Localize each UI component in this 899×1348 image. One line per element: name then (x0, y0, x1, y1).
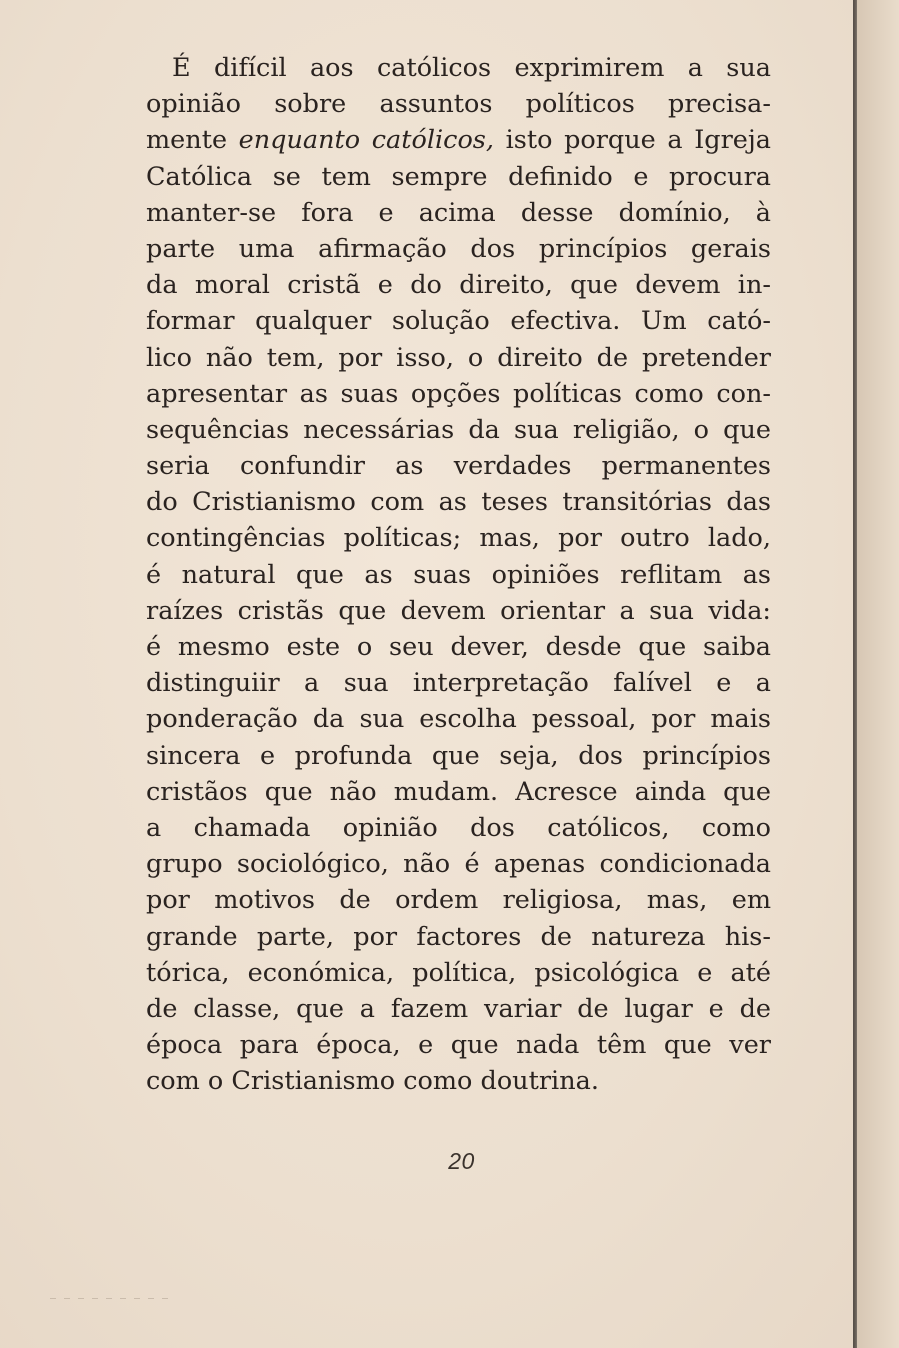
text-line: com o Cristianismo como doutrina. (146, 1066, 599, 1097)
italic-emphasis: enquanto católicos, (238, 125, 494, 156)
text-line: é mesmo este o seu dever, desde que saiba (146, 632, 771, 662)
text-line: ponderação da sua escolha pessoal, por mais (146, 704, 771, 735)
text-line: Católica se tem sempre definido e procura (146, 161, 771, 192)
text-line: da moral cristã e do direito, que devem in- (146, 270, 771, 301)
text-line: distinguiir a sua interpretação falível e a (146, 668, 771, 699)
text-line: É difícil aos católicos exprimirem a sua (172, 53, 771, 83)
body-text (146, 50, 771, 1099)
text-line: época para época, e que nada têm que ver (146, 1030, 771, 1061)
text-line: por motivos de ordem religiosa, mas, em (146, 885, 771, 916)
text-line: apresentar as suas opções políticas como con- (146, 378, 771, 409)
text-line: sincera e profunda que seja, dos princípios (146, 740, 771, 771)
text-line: grande parte, por factores de natureza his- (146, 921, 771, 952)
text-run: mente (146, 125, 239, 156)
text-line: cristãos que não mudam. Acresce ainda que (146, 776, 771, 807)
text-line: do Cristianismo com as teses transitórias das (146, 487, 771, 518)
text-run: isto porque a Igreja (493, 125, 771, 156)
text-line: raízes cristãs que devem orientar a sua vida: (146, 595, 771, 626)
text-line: é natural que as suas opiniões reflitam as (146, 559, 771, 590)
text-line: sequências necessárias da sua religião, o que (146, 414, 771, 445)
text-line: grupo sociológico, não é apenas condicionada (146, 849, 771, 880)
text-line: lico não tem, por isso, o direito de pretender (146, 342, 771, 373)
text-line: formar qualquer solução efectiva. Um cató- (146, 306, 771, 337)
page-number (0, 1148, 899, 1175)
page-edge-shadow (50, 1298, 170, 1299)
text-line: opinião sobre assuntos políticos precisa- (146, 89, 771, 120)
text-line: contingências políticas; mas, por outro lado, (146, 523, 771, 554)
text-line: manter-se fora e acima desse domínio, à (146, 197, 771, 228)
text-line: seria confundir as verdades permanentes (146, 451, 771, 482)
text-line: de classe, que a fazem variar de lugar e de (146, 993, 771, 1024)
page-number-value: 20 (448, 1148, 475, 1174)
text-line (146, 122, 771, 158)
adjacent-page-edge (857, 0, 899, 1348)
text-line: parte uma afirmação dos princípios gerais (146, 233, 771, 264)
text-line: tórica, económica, política, psicológica e até (146, 957, 771, 988)
text-line: a chamada opinião dos católicos, como (146, 812, 771, 843)
binding-gutter (853, 0, 857, 1348)
